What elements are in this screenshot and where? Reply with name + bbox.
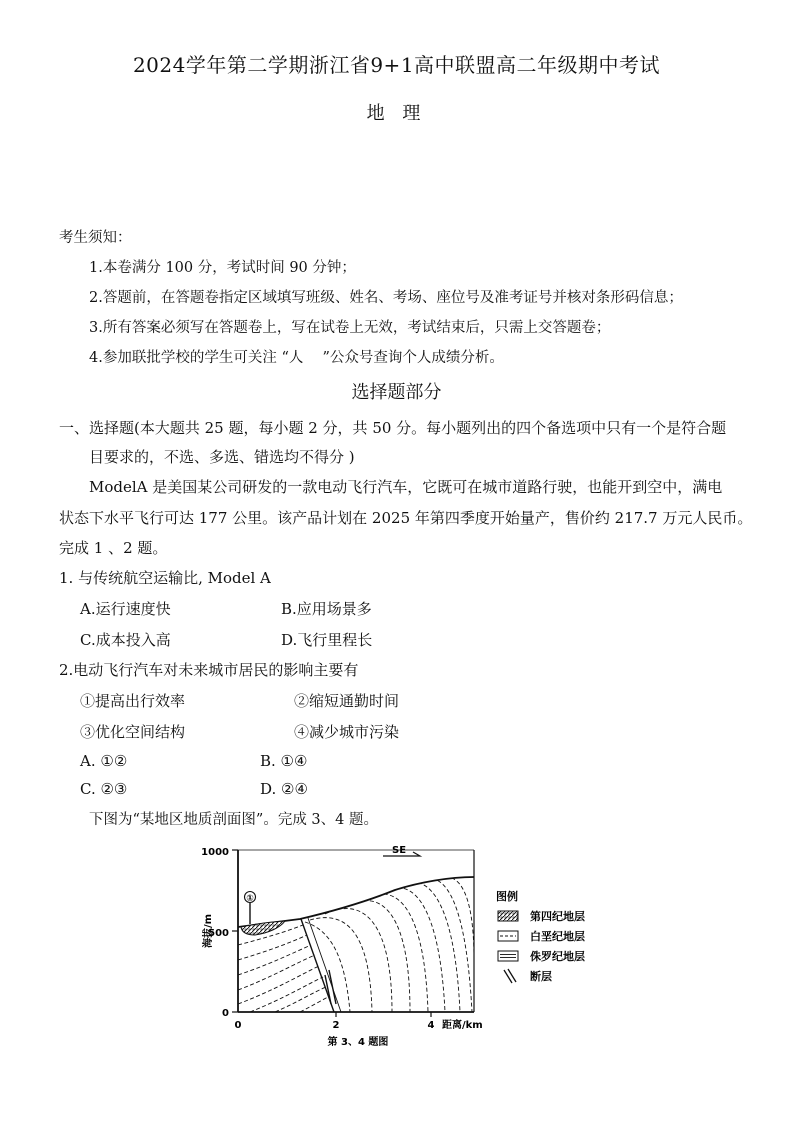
x-tick-label: 4 xyxy=(427,1020,435,1031)
geologic-section-figure xyxy=(0,835,793,1060)
question-2-stem: 2.电动飞行汽车对未来城市居民的影响主要有 xyxy=(59,661,359,679)
legend-fault-icon xyxy=(504,969,516,983)
passage-text: 状态下水平飞行可达 177 公里。该产品计划在 2025 年第四季度开始量产，售价约 217.7 万元人民币。 xyxy=(59,509,753,527)
part-instruction: 目要求的，不选、多选、错选均不得分 ) xyxy=(89,448,355,466)
legend-jurassic-swatch xyxy=(498,951,518,961)
q2-option-a: A. ①② xyxy=(80,752,128,770)
x-axis-label: 距离/km xyxy=(442,1020,483,1031)
legend-title: 图例 xyxy=(496,890,518,903)
notice-item: 2.答题前，在答题卷指定区域填写班级、姓名、考场、座位号及准考证号并核对条形码信息； xyxy=(89,290,683,306)
part-instruction: 一、选择题(本大题共 25 题，每小题 2 分，共 50 分。每小题列出的四个备选项中只有一个是符合题 xyxy=(59,419,727,437)
site-marker-label: ① xyxy=(246,894,254,904)
q2-statement: ④减少城市污染 xyxy=(294,723,400,741)
figure-caption: 第 3、4 题图 xyxy=(327,1037,389,1048)
passage-text: ModelA 是美国某公司研发的一款电动飞行汽车，它既可在城市道路行驶，也能开到空中，满电 xyxy=(89,478,723,496)
q1-option-d: D.飞行里程长 xyxy=(281,631,373,649)
q2-statement: ②缩短通勤时间 xyxy=(294,692,400,710)
q2-statement: ③优化空间结构 xyxy=(80,723,186,741)
rock-layers xyxy=(238,877,474,1012)
section-title: 选择题部分 xyxy=(351,382,442,403)
q2-statement: ①提高出行效率 xyxy=(80,692,186,710)
q1-option-a: A.运行速度快 xyxy=(80,600,171,618)
legend-label: 侏罗纪地层 xyxy=(530,950,585,963)
notice-item: 4.参加联批学校的学生可关注 “人 ”公众号查询个人成绩分析。 xyxy=(89,350,504,366)
question-1-stem: 1. 与传统航空运输比, Model A xyxy=(59,569,271,587)
direction-label: SE xyxy=(392,845,407,856)
legend-quaternary-swatch xyxy=(498,911,518,921)
legend-label: 断层 xyxy=(530,970,552,983)
y-axis-label: 海拔/m xyxy=(203,913,214,949)
passage-text: 完成 1 、2 题。 xyxy=(59,539,168,557)
x-tick-label: 0 xyxy=(234,1020,242,1031)
x-tick-label: 2 xyxy=(332,1020,340,1031)
notice-heading: 考生须知： xyxy=(59,230,132,246)
subject-title: 地 理 xyxy=(366,103,427,124)
q2-option-d: D. ②④ xyxy=(260,780,308,798)
fault-line xyxy=(301,919,334,1012)
q2-option-b: B. ①④ xyxy=(260,752,308,770)
notice-item: 3.所有答案必须写在答题卷上，写在试卷上无效，考试结束后，只需上交答题卷； xyxy=(89,320,611,336)
quaternary-deposit xyxy=(241,921,285,935)
y-tick-label: 1000 xyxy=(201,847,229,858)
legend-label: 白垩纪地层 xyxy=(530,930,585,943)
q2-option-c: C. ②③ xyxy=(80,780,128,798)
legend-label: 第四纪地层 xyxy=(530,910,585,923)
figure-intro: 下图为“某地区地质剖面图”。完成 3、4 题。 xyxy=(89,812,378,828)
notice-item: 1.本卷满分 100 分，考试时间 90 分钟； xyxy=(89,260,356,276)
q1-option-b: B.应用场景多 xyxy=(281,600,372,618)
y-tick-label: 500 xyxy=(208,928,229,939)
q1-option-c: C.成本投入高 xyxy=(80,631,171,649)
exam-title: 2024学年第二学期浙江省9+1高中联盟高二年级期中考试 xyxy=(132,53,661,77)
y-tick-label: 0 xyxy=(222,1008,229,1019)
